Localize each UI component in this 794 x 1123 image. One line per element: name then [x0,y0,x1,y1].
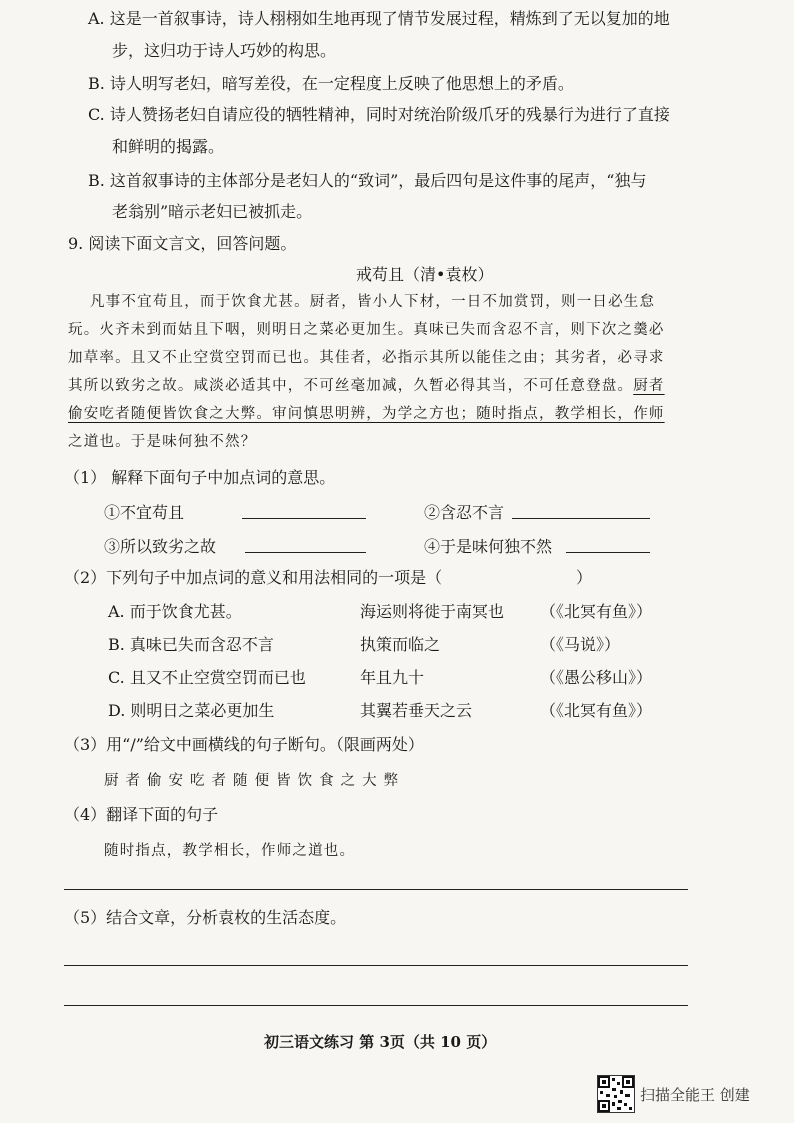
answer-blank-1[interactable] [242,518,366,519]
passage-line-4-text: 其所以致劣之故。咸淡必适其中，不可丝毫加减，久暂必得其当，不可任意登盘。 [68,378,634,394]
passage-line-3: 加草率。且又不止空赏空罚而已也。其佳者，必指示其所以能佳之由；其劣者，必寻求 [68,350,665,366]
qr-code-icon [597,1075,635,1113]
sub2-row-b-compare: 执策而临之 [360,635,441,654]
answer-line-5a[interactable] [64,965,688,966]
sub-question-2: （2）下列句子中加点词的意义和用法相同的一项是（ [64,568,443,587]
sub1-item-1: ①不宜苟且 [104,503,185,522]
answer-blank-4[interactable] [566,552,650,553]
sub1-item-4: ④于是味何独不然 [424,537,553,556]
sub2-row-c-compare: 年且九十 [360,668,425,687]
sub-question-4: （4）翻译下面的句子 [64,805,219,824]
sub1-item-3: ③所以致劣之故 [104,537,217,556]
sub4-sentence: 随时指点，教学相长，作师之道也。 [104,843,356,859]
sub2-row-d-source: （《北冥有鱼》） [540,701,653,720]
answer-line-5b[interactable] [64,1005,688,1006]
qr-code-graphic [598,1076,634,1112]
answer-line-4[interactable] [64,889,688,890]
sub2-row-a-source: （《北冥有鱼》） [540,602,653,621]
passage-line-5 [68,403,665,425]
sub-question-1: （1） 解释下面句子中加点词的意思。 [64,468,336,487]
passage-title: 戒苟且（清•袁枚） [356,265,494,284]
question-9-stem: 9. 阅读下面文言文，回答问题。 [68,234,297,253]
option-a-line2: 步，这归功于诗人巧妙的构思。 [112,41,337,60]
option-a-line1: A. 这是一首叙事诗，诗人栩栩如生地再现了情节发展过程，精炼到了无以复加的地 [88,9,670,28]
option-c-line1: C. 诗人赞扬老妇自请应役的牺牲精神，同时对统治阶级爪牙的残暴行为进行了直接 [88,105,670,124]
sub-question-3: （3）用“/”给文中画横线的句子断句。（限画两处） [64,735,424,754]
passage-line-2: 玩。火齐未到而姑且下咽，则明日之菜必更加生。真味已失而含忍不言，则下次之羹必 [68,322,665,338]
page-footer: 初三语文练习 第 3页（共 10 页） [264,1033,497,1051]
sub1-item-2: ②含忍不言 [424,503,505,522]
passage-line-5-text: 偷安吃者随便皆饮食之大弊。审问慎思明辨，为学之方也；随时指点，教学相长，作师 [68,406,665,422]
sub2-row-c-option[interactable]: C. 且又不止空赏空罚而已也 [108,668,306,687]
answer-blank-2[interactable] [512,518,650,519]
sub2-row-b-source: （《马说》） [540,635,621,654]
passage-line-6: 之道也。于是味何独不然？ [68,434,257,450]
option-d-line2: 老翁别”暗示老妇已被抓走。 [112,202,313,221]
passage-line-1: 凡事不宜苟且，而于饮食尤甚。厨者，皆小人下材，一日不加赏罚，则一日必生怠 [90,294,656,310]
sub2-row-c-source: （《愚公移山》） [540,668,653,687]
answer-blank-3[interactable] [245,552,366,553]
sub2-row-d-compare: 其翼若垂天之云 [360,701,473,720]
underlined-start: 厨者 [633,378,665,394]
option-c-line2: 和鲜明的揭露。 [112,137,225,156]
sub2-row-a-compare: 海运则将徙于南冥也 [360,602,505,621]
sub2-row-b-option[interactable]: B. 真味已失而含忍不言 [108,635,274,654]
option-d-line1: B. 这首叙事诗的主体部分是老妇人的“致词”，最后四句是这件事的尾声，“独与 [88,171,647,190]
scanner-watermark: 扫描全能王 创建 [640,1086,750,1104]
sub3-sentence[interactable]: 厨 者 偷 安 吃 者 随 便 皆 饮 食 之 大 弊 [104,773,400,789]
option-b: B. 诗人明写老妇，暗写差役，在一定程度上反映了他思想上的矛盾。 [88,74,574,93]
sub2-row-a-option[interactable]: A. 而于饮食尤甚。 [108,602,242,621]
sub-question-5: （5）结合文章，分析袁枚的生活态度。 [64,908,347,927]
sub2-close-paren: ） [576,568,593,587]
sub2-row-d-option[interactable]: D. 则明日之菜必更加生 [108,701,275,720]
passage-line-4 [68,375,665,397]
